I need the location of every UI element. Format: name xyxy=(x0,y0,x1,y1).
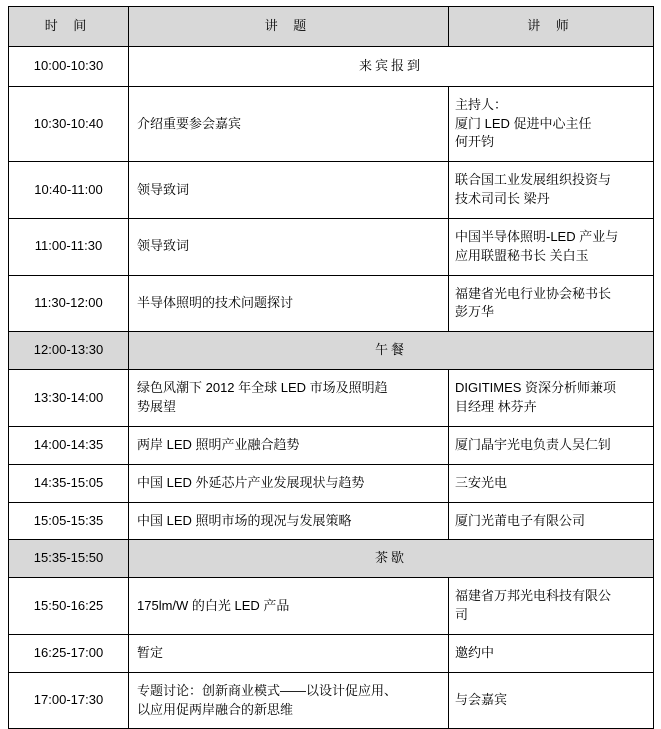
column-header-speaker: 讲 师 xyxy=(449,7,654,47)
cell-topic: 暂定 xyxy=(129,634,449,672)
table-row xyxy=(9,86,654,162)
table-row xyxy=(9,218,654,275)
cell-time: 13:30-14:00 xyxy=(9,370,129,427)
cell-speaker: 厦门光莆电子有限公司 xyxy=(449,502,654,540)
table-row xyxy=(9,502,654,540)
cell-topic: 绿色风潮下 2012 年全球 LED 市场及照明趋 势展望 xyxy=(129,370,449,427)
table-row xyxy=(9,46,654,86)
table-row xyxy=(9,275,654,332)
table-row-break xyxy=(9,332,654,370)
cell-speaker: 与会嘉宾 xyxy=(449,672,654,729)
cell-speaker: 福建省光电行业协会秘书长 彭万华 xyxy=(449,275,654,332)
cell-time: 10:40-11:00 xyxy=(9,162,129,219)
cell-time: 15:35-15:50 xyxy=(9,540,129,578)
cell-speaker: DIGITIMES 资深分析师兼项 目经理 林芬卉 xyxy=(449,370,654,427)
cell-topic: 介绍重要参会嘉宾 xyxy=(129,86,449,162)
table-header xyxy=(9,7,654,47)
cell-time: 10:00-10:30 xyxy=(9,46,129,86)
cell-speaker: 厦门晶宇光电负责人吴仁钊 xyxy=(449,426,654,464)
cell-time: 12:00-13:30 xyxy=(9,332,129,370)
cell-speaker: 邀约中 xyxy=(449,634,654,672)
cell-break-label: 茶歇 xyxy=(129,540,654,578)
table-row xyxy=(9,426,654,464)
table-body xyxy=(9,46,654,729)
cell-topic: 领导致词 xyxy=(129,162,449,219)
cell-topic: 专题讨论：创新商业模式——以设计促应用、 以应用促两岸融合的新思维 xyxy=(129,672,449,729)
cell-break-label: 午餐 xyxy=(129,332,654,370)
cell-topic: 两岸 LED 照明产业融合趋势 xyxy=(129,426,449,464)
cell-speaker: 福建省万邦光电科技有限公 司 xyxy=(449,578,654,635)
cell-topic: 175lm/W 的白光 LED 产品 xyxy=(129,578,449,635)
cell-speaker: 三安光电 xyxy=(449,464,654,502)
cell-speaker: 联合国工业发展组织投资与 技术司司长 梁丹 xyxy=(449,162,654,219)
table-row xyxy=(9,672,654,729)
agenda-table xyxy=(8,6,654,729)
column-header-time: 时 间 xyxy=(9,7,129,47)
cell-time: 16:25-17:00 xyxy=(9,634,129,672)
table-row xyxy=(9,634,654,672)
cell-time: 11:00-11:30 xyxy=(9,218,129,275)
cell-time: 14:00-14:35 xyxy=(9,426,129,464)
cell-time: 17:00-17:30 xyxy=(9,672,129,729)
header-row xyxy=(9,7,654,47)
cell-topic: 中国 LED 照明市场的现况与发展策略 xyxy=(129,502,449,540)
cell-speaker: 中国半导体照明-LED 产业与 应用联盟秘书长 关白玉 xyxy=(449,218,654,275)
cell-time: 14:35-15:05 xyxy=(9,464,129,502)
cell-time: 15:05-15:35 xyxy=(9,502,129,540)
cell-time: 10:30-10:40 xyxy=(9,86,129,162)
table-row xyxy=(9,578,654,635)
cell-topic: 半导体照明的技术问题探讨 xyxy=(129,275,449,332)
column-header-topic: 讲 题 xyxy=(129,7,449,47)
table-row-break xyxy=(9,540,654,578)
cell-topic: 中国 LED 外延芯片产业发展现状与趋势 xyxy=(129,464,449,502)
cell-speaker: 主持人： 厦门 LED 促进中心主任 何开钧 xyxy=(449,86,654,162)
cell-time: 15:50-16:25 xyxy=(9,578,129,635)
cell-topic: 领导致词 xyxy=(129,218,449,275)
table-row xyxy=(9,464,654,502)
table-row xyxy=(9,370,654,427)
cell-full-span: 来宾报到 xyxy=(129,46,654,86)
table-row xyxy=(9,162,654,219)
cell-time: 11:30-12:00 xyxy=(9,275,129,332)
